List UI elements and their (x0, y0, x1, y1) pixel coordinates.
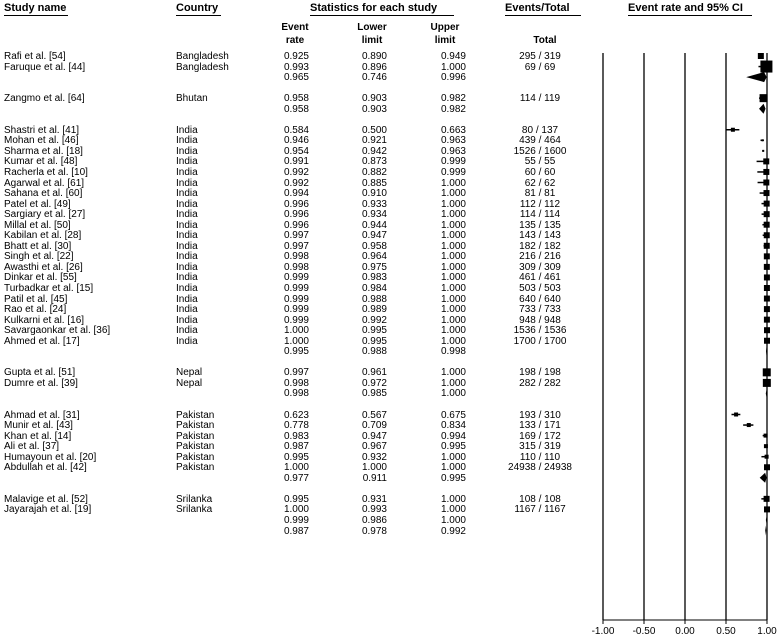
upper-limit: 0.996 (440, 72, 466, 84)
events-total: 24938 / 24938 (508, 462, 572, 474)
lower-limit: 0.746 (361, 72, 387, 84)
event-rate: 0.998 (283, 377, 309, 389)
upper-limit: 1.000 (440, 314, 466, 326)
study-name: Kabilan et al. [28] (4, 230, 82, 242)
study-marker (764, 327, 770, 333)
summary-diamond (760, 473, 767, 483)
study-name: Ali et al. [37] (4, 441, 60, 453)
event-rate: 0.999 (283, 272, 309, 284)
study-marker (764, 190, 770, 196)
event-rate: 0.958 (283, 103, 309, 115)
lower-limit: 0.947 (361, 430, 387, 442)
study-marker (763, 169, 769, 175)
study-name: Munir et al. [43] (4, 420, 73, 432)
lower-limit: 0.896 (361, 61, 387, 73)
upper-limit: 1.000 (440, 188, 466, 200)
study-marker (764, 243, 770, 249)
upper-limit: 1.000 (440, 198, 466, 210)
study-name: Bhatt et al. [30] (4, 240, 72, 252)
events-total: 114 / 119 (519, 93, 561, 105)
upper-limit: 0.963 (440, 135, 466, 147)
study-marker (764, 232, 770, 238)
lower-limit: 0.890 (361, 51, 387, 62)
lower-limit: 0.989 (361, 304, 387, 316)
event-rate: 0.965 (283, 72, 309, 84)
study-marker (747, 423, 751, 427)
upper-limit: 1.000 (440, 514, 466, 526)
event-rate: 0.992 (283, 177, 309, 189)
study-marker (764, 285, 770, 291)
event-rate: 1.000 (283, 335, 309, 347)
upper-limit: 1.000 (440, 462, 466, 474)
subheader-upper: Upper (430, 22, 460, 33)
event-rate: 0.994 (283, 188, 309, 200)
country: India (176, 272, 198, 284)
event-rate: 0.983 (283, 430, 309, 442)
study-name: Rao et al. [24] (4, 304, 67, 316)
event-rate: 0.998 (283, 251, 309, 263)
study-marker (762, 139, 764, 141)
study-name: Savargaonkar et al. [36] (4, 325, 111, 337)
event-rate: 0.954 (283, 145, 309, 157)
study-name: Millal et al. [50] (4, 219, 71, 231)
event-rate: 0.995 (283, 451, 309, 463)
study-marker (763, 180, 769, 186)
country: India (176, 325, 198, 337)
upper-limit: 0.994 (440, 430, 466, 442)
upper-limit: 1.000 (440, 240, 466, 252)
upper-limit: 1.000 (440, 493, 466, 505)
subheader-lower: Lower (357, 22, 387, 33)
lower-limit: 0.567 (361, 409, 387, 421)
event-rate: 0.997 (283, 240, 309, 252)
upper-limit: 0.992 (440, 525, 466, 537)
study-name: Agarwal et al. [61] (4, 177, 85, 189)
study-name: Abdullah et al. [42] (4, 462, 87, 474)
event-rate: 0.977 (283, 472, 309, 484)
lower-limit: 0.882 (361, 166, 387, 178)
upper-limit: 1.000 (440, 325, 466, 337)
study-marker (731, 128, 735, 132)
events-total: 81 / 81 (524, 188, 556, 200)
lower-limit: 0.885 (361, 177, 387, 189)
study-marker (764, 338, 770, 344)
lower-limit: 0.983 (361, 272, 387, 284)
study-marker (760, 61, 772, 73)
upper-limit: 1.000 (440, 504, 466, 516)
events-total: 503 / 503 (519, 283, 561, 294)
events-total: 62 / 62 (524, 177, 556, 189)
events-total: 182 / 182 (519, 240, 561, 252)
event-rate: 0.999 (283, 293, 309, 305)
lower-limit: 0.967 (361, 441, 387, 453)
study-name: Racherla et al. [10] (4, 166, 88, 178)
events-total: 1536 / 1536 (513, 325, 567, 337)
lower-limit: 0.931 (361, 493, 387, 505)
upper-limit: 0.995 (440, 441, 466, 453)
events-total: 55 / 55 (524, 156, 556, 168)
upper-limit: 1.000 (440, 272, 466, 284)
study-marker (763, 379, 771, 387)
x-tick-label: -1.00 (591, 626, 615, 637)
upper-limit: 0.998 (440, 346, 466, 358)
lower-limit: 0.993 (361, 504, 387, 516)
event-rate: 0.987 (283, 525, 309, 537)
country: India (176, 293, 198, 305)
country: Pakistan (176, 462, 215, 474)
upper-limit: 1.000 (440, 61, 466, 73)
lower-limit: 0.975 (361, 261, 387, 273)
lower-limit: 0.947 (361, 230, 387, 242)
study-marker (734, 413, 738, 417)
header-study-name: Study name (4, 2, 67, 14)
event-rate: 0.987 (283, 441, 309, 453)
event-rate: 0.946 (283, 135, 309, 147)
events-total: 114 / 114 (519, 209, 561, 221)
study-marker (764, 444, 768, 448)
subheader-limit: limit (434, 35, 456, 46)
events-total: 135 / 135 (519, 219, 561, 231)
subheader-event: Event (281, 22, 309, 33)
event-rate: 0.997 (283, 230, 309, 242)
events-total: 108 / 108 (519, 493, 561, 505)
study-name: Zangmo et al. [64] (4, 93, 85, 105)
study-name: Ahmed et al. [17] (4, 335, 80, 347)
lower-limit: 0.984 (361, 283, 387, 294)
subheader-total: Total (533, 35, 557, 46)
study-name: Sharma et al. [18] (4, 145, 83, 157)
study-marker (762, 150, 764, 152)
country: India (176, 261, 198, 273)
country: India (176, 240, 198, 252)
events-total: 1526 / 1600 (513, 145, 567, 157)
lower-limit: 0.873 (361, 156, 387, 168)
lower-limit: 0.709 (361, 420, 387, 432)
country: India (176, 188, 198, 200)
upper-limit: 1.000 (440, 251, 466, 263)
country: India (176, 230, 198, 242)
lower-limit: 0.988 (361, 346, 387, 358)
study-name: Gupta et al. [51] (4, 367, 76, 379)
study-name: Dumre et al. [39] (4, 377, 78, 389)
study-name: Rafi et al. [54] (4, 51, 66, 62)
lower-limit: 0.911 (362, 472, 387, 484)
country: Srilanka (176, 504, 213, 516)
lower-limit: 0.961 (361, 367, 387, 379)
country: India (176, 304, 198, 316)
study-name: Awasthi et al. [26] (4, 261, 83, 273)
study-marker (763, 368, 771, 376)
upper-limit: 1.000 (440, 219, 466, 231)
event-rate: 0.623 (283, 409, 309, 421)
study-name: Kulkarni et al. [16] (4, 314, 85, 326)
summary-diamond (759, 104, 765, 114)
event-rate: 0.993 (283, 61, 309, 73)
upper-limit: 0.982 (440, 103, 466, 115)
event-rate: 0.999 (283, 514, 309, 526)
lower-limit: 0.958 (361, 240, 387, 252)
country: India (176, 335, 198, 347)
events-total: 110 / 110 (519, 451, 561, 463)
study-marker (764, 506, 770, 512)
country: Bangladesh (176, 61, 229, 73)
events-total: 640 / 640 (519, 293, 561, 305)
country: India (176, 177, 198, 189)
country: India (176, 251, 198, 263)
event-rate: 0.996 (283, 219, 309, 231)
lower-limit: 0.985 (361, 388, 387, 400)
country: India (176, 283, 198, 294)
study-marker (764, 274, 770, 280)
study-name: Khan et al. [14] (4, 430, 72, 442)
x-tick-label: 0.00 (675, 626, 695, 637)
header-plot: Event rate and 95% CI (628, 2, 743, 14)
events-total: 295 / 319 (519, 51, 561, 62)
event-rate: 0.996 (283, 198, 309, 210)
subheader-rate: rate (285, 35, 305, 46)
upper-limit: 0.675 (440, 409, 466, 421)
study-name: Sargiary et al. [27] (4, 209, 86, 221)
events-total: 216 / 216 (519, 251, 561, 263)
events-total: 143 / 143 (519, 230, 561, 242)
lower-limit: 1.000 (361, 462, 387, 474)
upper-limit: 0.999 (440, 156, 466, 168)
event-rate: 0.778 (283, 420, 309, 432)
event-rate: 0.999 (283, 283, 309, 294)
upper-limit: 1.000 (440, 304, 466, 316)
event-rate: 1.000 (283, 462, 309, 474)
lower-limit: 0.500 (361, 124, 387, 136)
events-total: 733 / 733 (519, 304, 561, 316)
study-marker (764, 222, 770, 228)
events-total: 948 / 948 (519, 314, 561, 326)
study-name: Ahmad et al. [31] (4, 409, 80, 421)
events-total: 69 / 69 (524, 61, 556, 73)
events-total: 461 / 461 (519, 272, 561, 284)
study-name: Patil et al. [45] (4, 293, 68, 305)
lower-limit: 0.964 (361, 251, 387, 263)
events-total: 1700 / 1700 (513, 335, 567, 347)
x-tick-label: 0.50 (716, 626, 736, 637)
lower-limit: 0.921 (361, 135, 387, 147)
upper-limit: 0.982 (440, 93, 466, 105)
upper-limit: 1.000 (440, 293, 466, 305)
country: India (176, 124, 198, 136)
lower-limit: 0.972 (361, 377, 387, 389)
upper-limit: 1.000 (440, 451, 466, 463)
upper-limit: 1.000 (440, 377, 466, 389)
study-name: Malavige et al. [52] (4, 493, 88, 505)
events-total: 193 / 310 (519, 409, 561, 421)
event-rate: 0.996 (283, 209, 309, 221)
study-marker (764, 464, 770, 470)
study-name: Singh et al. [22] (4, 251, 74, 263)
study-name: Patel et al. [49] (4, 198, 71, 210)
study-name: Turbadkar et al. [15] (4, 283, 94, 294)
events-total: 112 / 112 (519, 198, 561, 210)
upper-limit: 1.000 (440, 261, 466, 273)
summary-diamond (765, 526, 766, 536)
lower-limit: 0.986 (361, 514, 387, 526)
country: Bangladesh (176, 51, 229, 62)
upper-limit: 0.949 (440, 51, 466, 62)
lower-limit: 0.934 (361, 209, 387, 221)
country: India (176, 135, 198, 147)
upper-limit: 0.999 (440, 166, 466, 178)
country: India (176, 219, 198, 231)
study-name: Dinkar et al. [55] (4, 272, 77, 284)
header-events-total: Events/Total (505, 2, 570, 14)
country: Pakistan (176, 409, 215, 421)
lower-limit: 0.910 (361, 188, 387, 200)
event-rate: 0.992 (283, 166, 309, 178)
header-country: Country (176, 2, 219, 14)
country: India (176, 209, 198, 221)
event-rate: 0.998 (283, 388, 309, 400)
event-rate: 0.584 (283, 124, 309, 136)
upper-limit: 1.000 (440, 209, 466, 221)
country: Pakistan (176, 430, 215, 442)
country: Srilanka (176, 493, 213, 505)
country: Pakistan (176, 420, 215, 432)
upper-limit: 0.995 (440, 472, 466, 484)
study-marker (764, 317, 770, 323)
upper-limit: 1.000 (440, 283, 466, 294)
event-rate: 0.995 (283, 346, 309, 358)
country: India (176, 145, 198, 157)
subheader-limit: limit (361, 35, 383, 46)
upper-limit: 1.000 (440, 367, 466, 379)
study-marker (758, 53, 764, 59)
country: India (176, 314, 198, 326)
study-marker (765, 455, 769, 459)
events-total: 309 / 309 (519, 261, 561, 273)
lower-limit: 0.988 (361, 293, 387, 305)
events-total: 198 / 198 (519, 367, 561, 379)
study-marker (764, 496, 770, 502)
upper-limit: 0.834 (440, 420, 466, 432)
study-marker (764, 296, 770, 302)
study-marker (760, 94, 768, 102)
lower-limit: 0.995 (361, 335, 387, 347)
country: Nepal (176, 367, 203, 379)
lower-limit: 0.932 (361, 451, 387, 463)
study-marker (764, 306, 770, 312)
lower-limit: 0.978 (361, 525, 387, 537)
study-name: Kumar et al. [48] (4, 156, 78, 168)
country: Pakistan (176, 451, 215, 463)
lower-limit: 0.942 (361, 145, 387, 157)
study-marker (763, 158, 769, 164)
header-statistics: Statistics for each study (310, 2, 438, 14)
events-total: 315 / 319 (519, 441, 561, 453)
upper-limit: 1.000 (440, 177, 466, 189)
study-marker (764, 264, 770, 270)
study-marker (764, 211, 770, 217)
event-rate: 0.958 (283, 93, 309, 105)
upper-limit: 0.663 (440, 124, 466, 136)
country: Bhutan (176, 93, 208, 105)
lower-limit: 0.944 (361, 219, 387, 231)
event-rate: 0.995 (283, 493, 309, 505)
event-rate: 0.998 (283, 261, 309, 273)
events-total: 1167 / 1167 (514, 504, 566, 516)
upper-limit: 1.000 (440, 230, 466, 242)
upper-limit: 0.963 (440, 145, 466, 157)
country: Nepal (176, 377, 203, 389)
event-rate: 0.997 (283, 367, 309, 379)
events-total: 133 / 171 (519, 420, 561, 432)
events-total: 439 / 464 (519, 135, 561, 147)
event-rate: 0.999 (283, 314, 309, 326)
lower-limit: 0.933 (361, 198, 387, 210)
lower-limit: 0.992 (361, 314, 387, 326)
upper-limit: 1.000 (440, 335, 466, 347)
lower-limit: 0.903 (361, 93, 387, 105)
upper-limit: 1.000 (440, 388, 466, 400)
study-name: Shastri et al. [41] (4, 124, 80, 136)
events-total: 80 / 137 (521, 124, 559, 136)
events-total: 60 / 60 (524, 166, 556, 178)
x-tick-label: -0.50 (632, 626, 656, 637)
event-rate: 1.000 (283, 504, 309, 516)
country: India (176, 198, 198, 210)
country: India (176, 156, 198, 168)
events-total: 282 / 282 (519, 377, 561, 389)
event-rate: 1.000 (283, 325, 309, 337)
summary-diamond (746, 72, 767, 82)
country: Pakistan (176, 441, 215, 453)
study-name: Faruque et al. [44] (4, 61, 86, 73)
events-total: 169 / 172 (519, 430, 561, 442)
study-marker (764, 201, 770, 207)
lower-limit: 0.903 (361, 103, 387, 115)
lower-limit: 0.995 (361, 325, 387, 337)
study-name: Humayoun et al. [20] (4, 451, 97, 463)
x-tick-label: 1.00 (757, 626, 777, 637)
study-marker (764, 434, 768, 438)
event-rate: 0.991 (283, 156, 309, 168)
study-name: Jayarajah et al. [19] (4, 504, 92, 516)
study-marker (764, 253, 770, 259)
country: India (176, 166, 198, 178)
event-rate: 0.925 (283, 51, 309, 62)
event-rate: 0.999 (283, 304, 309, 316)
study-name: Mohan et al. [46] (4, 135, 79, 147)
study-name: Sahana et al. [60] (4, 188, 83, 200)
